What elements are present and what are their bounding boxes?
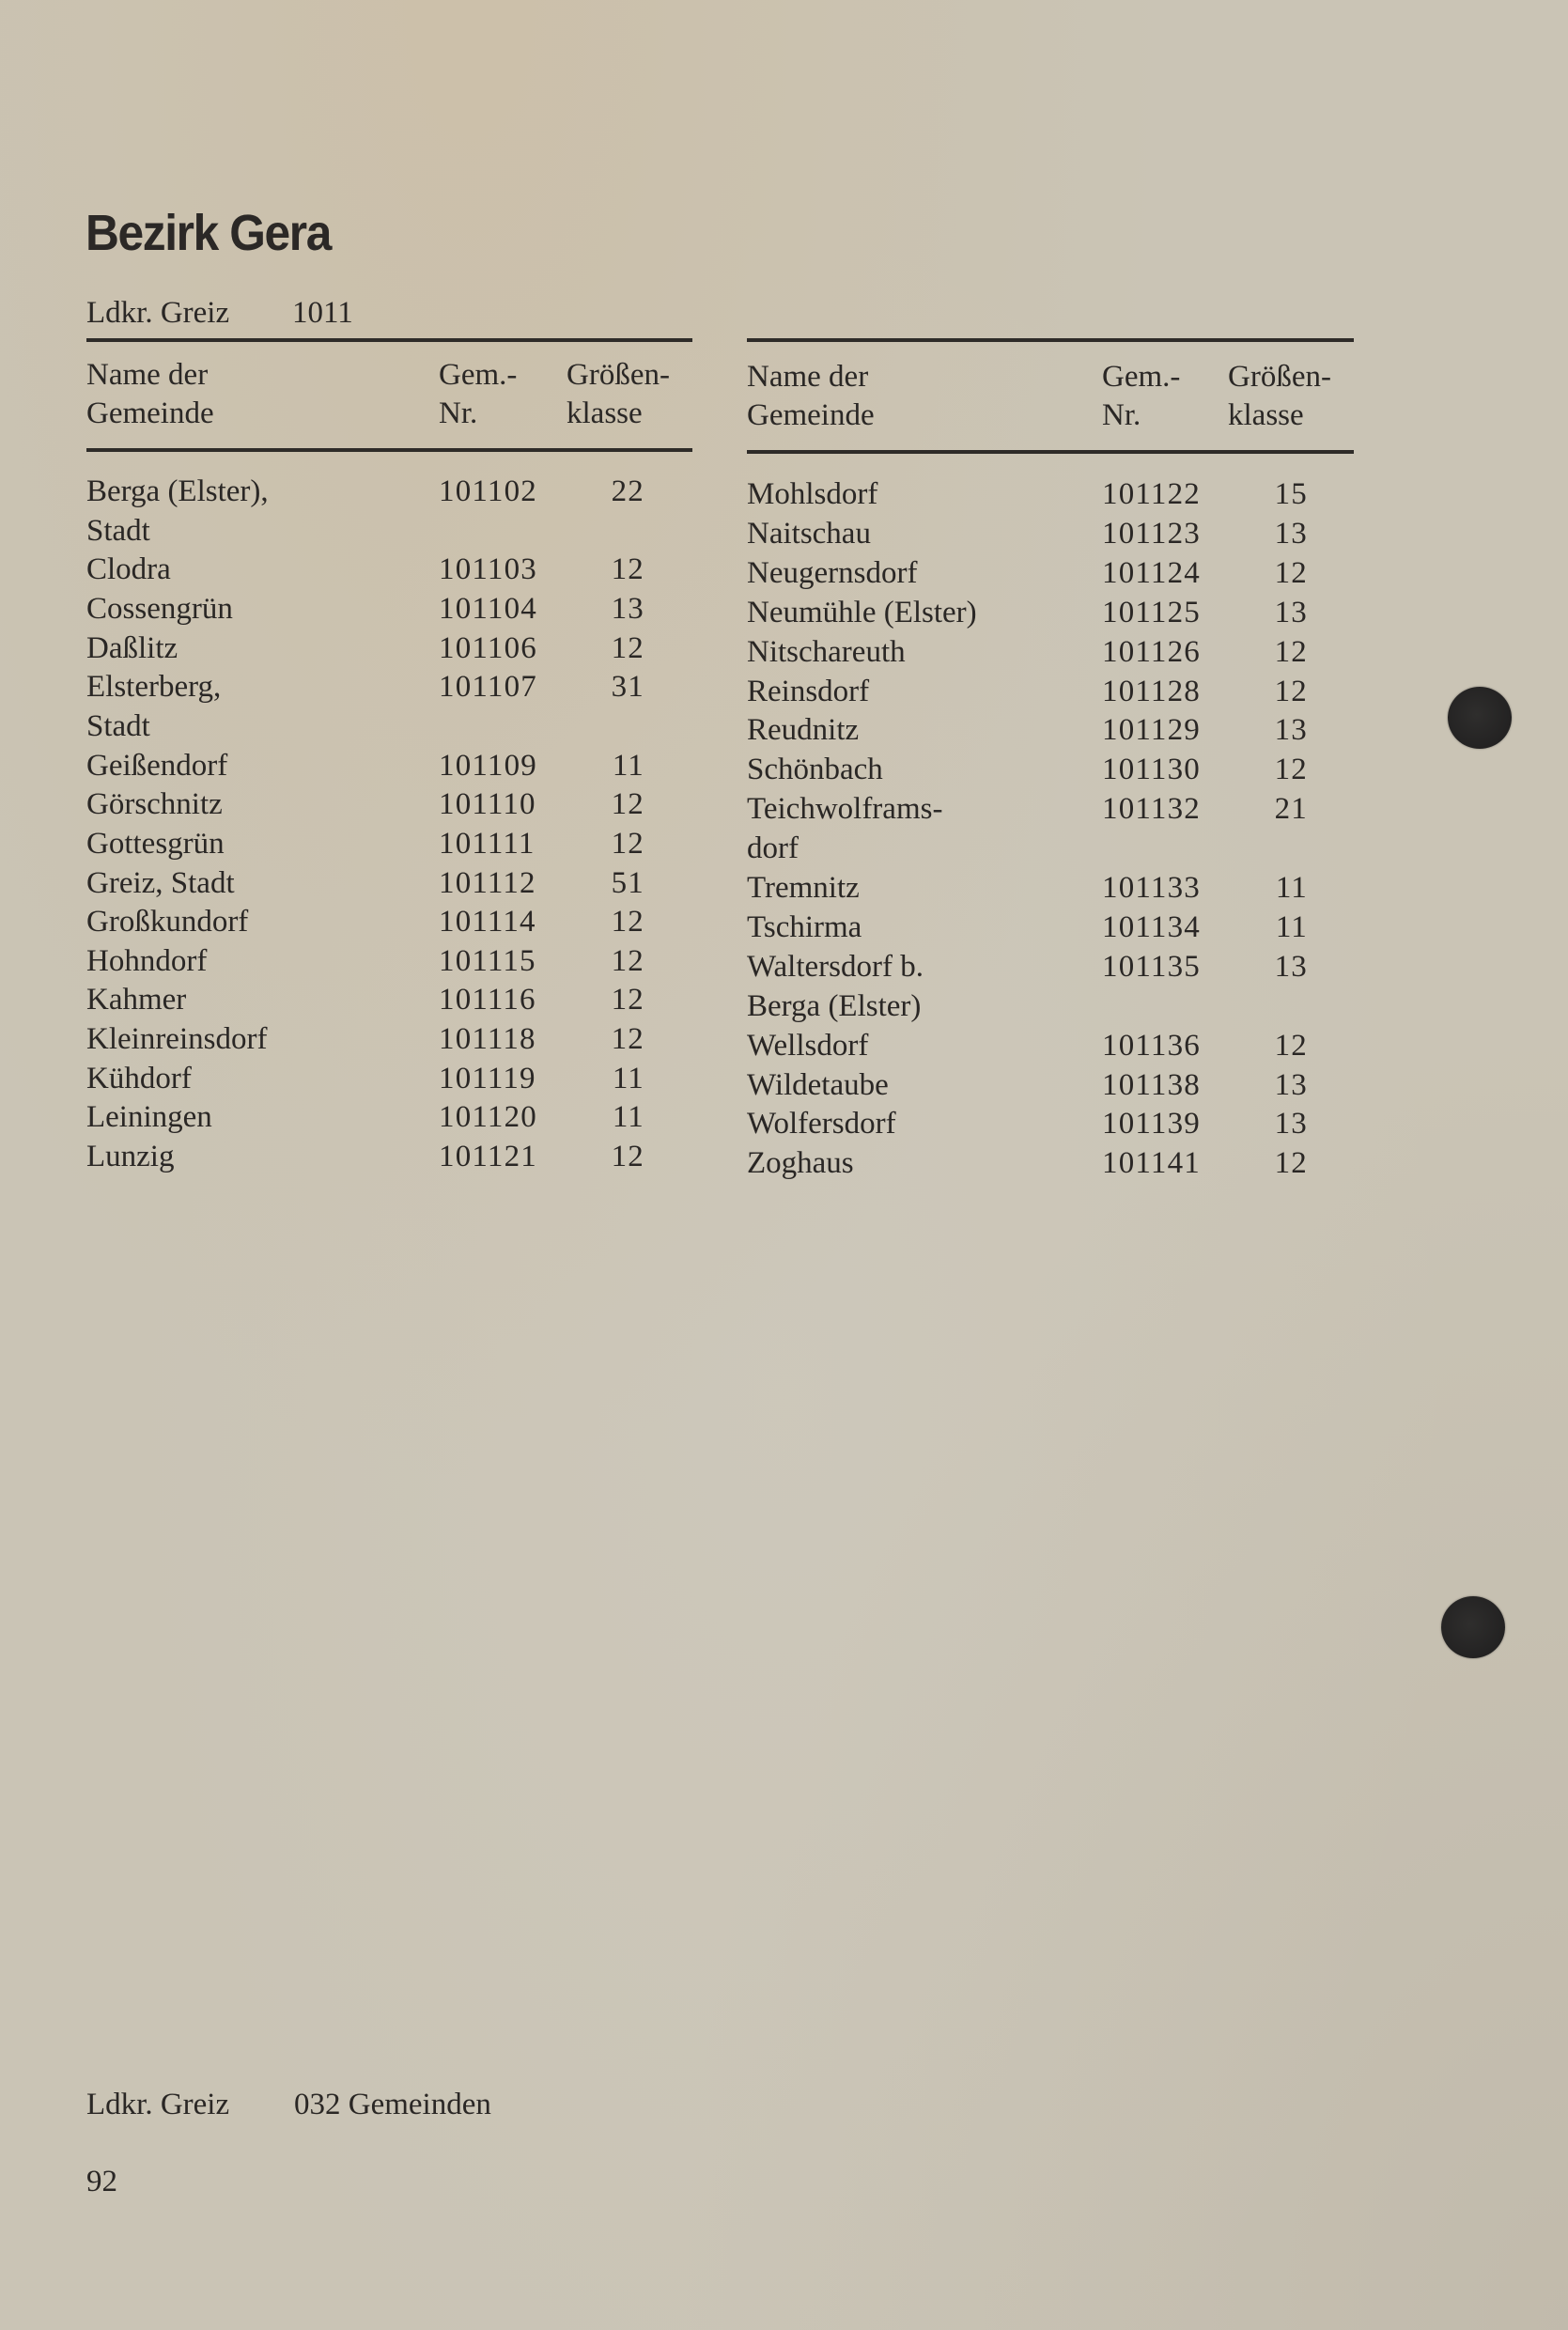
table-row: [747, 909, 1354, 948]
header-class-line2: klasse: [567, 396, 643, 430]
size-class: 51: [611, 865, 644, 900]
right-table-header-rule: [747, 450, 1354, 454]
header-class-line1: Größen-: [1228, 360, 1331, 394]
table-row: [86, 981, 692, 1020]
municipality-name: Naitschau: [747, 516, 871, 551]
table-row: [86, 629, 692, 669]
municipality-name: Teichwolframs-: [747, 792, 943, 827]
municipality-number: 101124: [1102, 555, 1201, 590]
municipality-name: Neumühle (Elster): [747, 595, 977, 629]
municipality-number: 101139: [1102, 1107, 1201, 1142]
municipality-name: Geißendorf: [86, 748, 228, 783]
municipality-number: 101110: [439, 787, 536, 822]
size-class: 13: [1274, 1107, 1308, 1142]
municipality-name: Reinsdorf: [747, 674, 870, 708]
table-row: [747, 790, 1354, 830]
table-row: [747, 948, 1354, 987]
header-nr-line2: Nr.: [1102, 398, 1141, 432]
municipality-name: Waltersdorf b.: [747, 949, 924, 984]
size-class: 21: [1274, 792, 1308, 827]
municipality-name: Kahmer: [86, 983, 187, 1017]
municipality-number: 101133: [1102, 871, 1201, 905]
size-class: 11: [612, 1061, 644, 1095]
punch-hole: [1448, 687, 1512, 749]
table-row: [747, 673, 1354, 712]
size-class: 12: [611, 630, 644, 665]
municipality-name: Kühdorf: [86, 1061, 192, 1095]
table-row: [86, 590, 692, 629]
header-name-line2: Gemeinde: [747, 398, 875, 432]
footer-district-label: Ldkr. Greiz: [86, 2088, 230, 2121]
municipality-name: Wildetaube: [747, 1067, 889, 1102]
municipality-number: 101135: [1102, 949, 1201, 984]
municipality-name: Stadt: [86, 708, 150, 743]
size-class: 13: [1274, 595, 1308, 629]
header-class-line2: klasse: [1228, 398, 1304, 432]
table-row: [86, 942, 692, 982]
table-row: [86, 1020, 692, 1060]
table-row: [86, 668, 692, 707]
size-class: 12: [611, 1022, 644, 1057]
municipality-number: 101115: [439, 943, 536, 978]
size-class: 11: [612, 1100, 644, 1135]
municipality-name: Görschnitz: [86, 787, 223, 822]
municipality-number: 101122: [1102, 477, 1201, 511]
size-class: 15: [1274, 477, 1308, 511]
municipality-number: 101130: [1102, 753, 1201, 787]
table-row: [747, 751, 1354, 790]
table-row: [747, 987, 1354, 1027]
municipality-name: Kleinreinsdorf: [86, 1022, 268, 1057]
header-nr-line1: Gem.-: [1102, 360, 1181, 394]
page-number: 92: [86, 2165, 117, 2198]
municipality-name: Schönbach: [747, 753, 883, 787]
municipality-name: Berga (Elster),: [86, 474, 269, 508]
municipality-name: dorf: [747, 831, 799, 866]
size-class: 12: [611, 552, 644, 587]
table-row: [86, 707, 692, 747]
municipality-number: 101118: [439, 1022, 536, 1057]
municipality-name: Daßlitz: [86, 630, 179, 665]
municipality-name: Gottesgrün: [86, 826, 225, 861]
header-name-line1: Name der: [86, 358, 209, 392]
size-class: 13: [1274, 713, 1308, 748]
size-class: 12: [1274, 634, 1308, 669]
district-label: Ldkr. Greiz: [86, 296, 230, 330]
municipality-number: 101138: [1102, 1067, 1201, 1102]
size-class: 12: [1274, 1146, 1308, 1181]
size-class: 12: [611, 905, 644, 940]
municipality-name: Berga (Elster): [747, 988, 922, 1023]
municipality-name: Zoghaus: [747, 1146, 854, 1181]
size-class: 13: [1274, 949, 1308, 984]
municipality-number: 101126: [1102, 634, 1201, 669]
municipality-number: 101106: [439, 630, 537, 665]
municipality-number: 101109: [439, 748, 537, 783]
table-row: [747, 475, 1354, 515]
municipality-number: 101111: [439, 826, 536, 861]
right-table-top-rule: [747, 338, 1354, 342]
header-name-line2: Gemeinde: [86, 396, 214, 430]
municipality-name: Clodra: [86, 552, 171, 587]
table-row: [86, 473, 692, 512]
municipality-number: 101136: [1102, 1028, 1201, 1063]
municipality-name: Neugernsdorf: [747, 555, 918, 590]
table-row: [86, 551, 692, 590]
municipality-number: 101102: [439, 474, 537, 508]
municipality-name: Greiz, Stadt: [86, 865, 235, 900]
size-class: 12: [611, 943, 644, 978]
municipality-number: 101123: [1102, 516, 1201, 551]
page-title: Bezirk Gera: [85, 205, 331, 261]
table-row: [86, 903, 692, 942]
municipality-name: Leiningen: [86, 1100, 212, 1135]
municipality-name: Tschirma: [747, 909, 862, 944]
table-row: [747, 1027, 1354, 1066]
header-class-line1: Größen-: [567, 358, 670, 392]
table-row: [86, 1138, 692, 1177]
table-row: [86, 864, 692, 904]
municipality-number: 101134: [1102, 909, 1201, 944]
municipality-number: 101114: [439, 905, 536, 940]
municipality-number: 101128: [1102, 674, 1201, 708]
municipality-name: Wellsdorf: [747, 1028, 869, 1063]
municipality-name: Reudnitz: [747, 713, 860, 748]
size-class: 12: [611, 983, 644, 1017]
left-table-top-rule: [86, 338, 692, 342]
table-row: [747, 554, 1354, 594]
size-class: 13: [611, 591, 644, 626]
district-code: 1011: [292, 296, 353, 330]
table-row: [747, 515, 1354, 554]
size-class: 12: [1274, 753, 1308, 787]
municipality-name: Tremnitz: [747, 871, 860, 905]
table-row: [747, 1144, 1354, 1184]
size-class: 12: [611, 787, 644, 822]
municipality-number: 101125: [1102, 595, 1201, 629]
table-row: [747, 711, 1354, 751]
municipality-name: Cossengrün: [86, 591, 233, 626]
table-row: [747, 594, 1354, 633]
size-class: 11: [1275, 871, 1308, 905]
municipality-number: 101103: [439, 552, 537, 587]
table-row: [86, 512, 692, 551]
table-row: [86, 785, 692, 825]
size-class: 12: [1274, 674, 1308, 708]
table-row: [86, 1098, 692, 1138]
municipality-number: 101116: [439, 983, 536, 1017]
size-class: 12: [611, 1140, 644, 1174]
municipality-name: Wolfersdorf: [747, 1107, 896, 1142]
municipality-number: 101132: [1102, 792, 1201, 827]
municipality-number: 101141: [1102, 1146, 1201, 1181]
table-row: [747, 633, 1354, 673]
table-row: [86, 825, 692, 864]
header-nr-line1: Gem.-: [439, 358, 518, 392]
municipality-name: Hohndorf: [86, 943, 208, 978]
municipality-number: 101112: [439, 865, 536, 900]
table-row: [747, 830, 1354, 869]
municipality-number: 101119: [439, 1061, 536, 1095]
municipality-number: 101104: [439, 591, 537, 626]
size-class: 12: [1274, 555, 1308, 590]
table-row: [86, 1060, 692, 1099]
municipality-name: Elsterberg,: [86, 670, 222, 705]
size-class: 12: [611, 826, 644, 861]
size-class: 13: [1274, 516, 1308, 551]
size-class: 12: [1274, 1028, 1308, 1063]
table-row: [86, 747, 692, 786]
municipality-name: Mohlsdorf: [747, 477, 878, 511]
size-class: 22: [611, 474, 644, 508]
table-row: [747, 1066, 1354, 1106]
header-nr-line2: Nr.: [439, 396, 478, 430]
size-class: 13: [1274, 1067, 1308, 1102]
municipality-number: 101129: [1102, 713, 1201, 748]
municipality-name: Großkundorf: [86, 905, 249, 940]
footer-count: 032 Gemeinden: [294, 2088, 491, 2121]
municipality-name: Nitschareuth: [747, 634, 906, 669]
municipality-name: Stadt: [86, 513, 150, 548]
municipality-name: Lunzig: [86, 1140, 175, 1174]
left-table-header-rule: [86, 448, 692, 452]
punch-hole: [1441, 1596, 1505, 1658]
municipality-number: 101107: [439, 670, 537, 705]
table-row: [747, 1105, 1354, 1144]
table-row: [747, 869, 1354, 909]
size-class: 11: [1275, 909, 1308, 944]
header-name-line1: Name der: [747, 360, 869, 394]
municipality-number: 101120: [439, 1100, 537, 1135]
municipality-number: 101121: [439, 1140, 537, 1174]
size-class: 31: [611, 670, 644, 705]
size-class: 11: [612, 748, 644, 783]
